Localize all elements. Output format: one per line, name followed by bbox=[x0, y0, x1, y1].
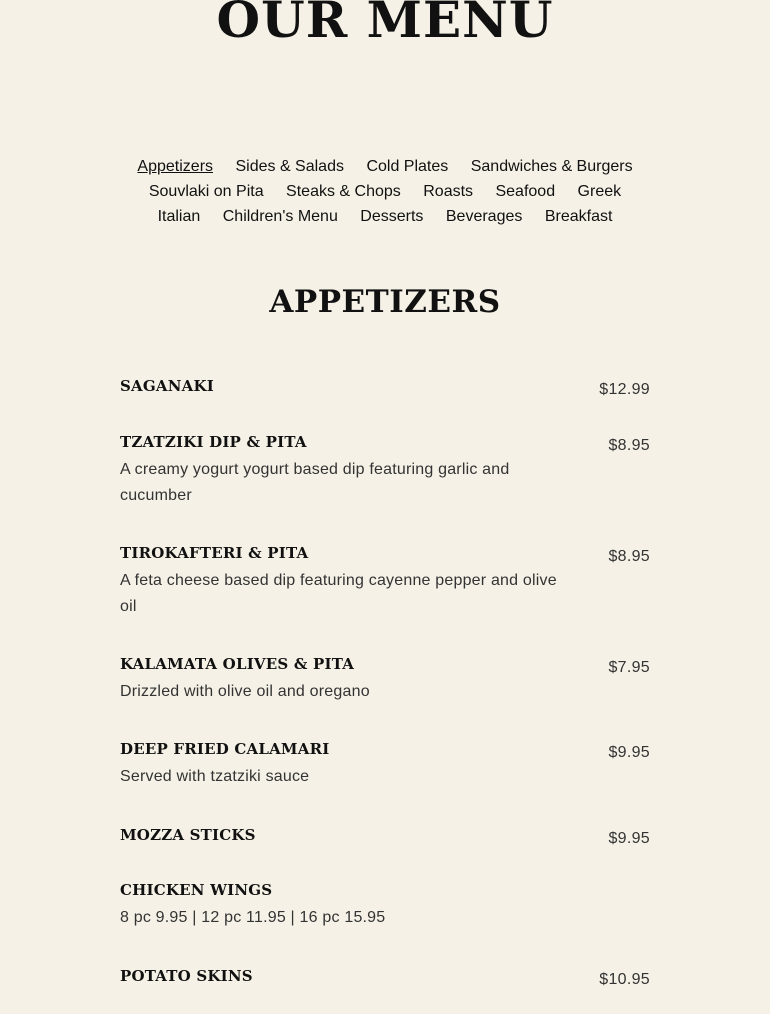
item-price: $8.95 bbox=[608, 437, 650, 454]
item-description: A creamy yogurt yogurt based dip featuring garlic and cucumber bbox=[120, 461, 510, 504]
menu-item bbox=[120, 542, 650, 653]
item-name: DEEP FRIED CALAMARI bbox=[120, 740, 330, 758]
item-price: $8.95 bbox=[608, 548, 650, 565]
category-nav bbox=[60, 154, 710, 229]
nav-link-desserts[interactable]: Desserts bbox=[360, 208, 424, 225]
nav-link-steaks-chops[interactable]: Steaks & Chops bbox=[286, 183, 401, 200]
nav-link-seafood[interactable]: Seafood bbox=[495, 183, 556, 200]
menu-list bbox=[120, 375, 650, 995]
menu-item bbox=[120, 431, 650, 542]
item-name: SAGANAKI bbox=[120, 377, 214, 395]
menu-item bbox=[120, 965, 650, 995]
item-name: KALAMATA OLIVES & PITA bbox=[120, 655, 355, 673]
item-price: $7.95 bbox=[608, 659, 650, 676]
nav-link-beverages[interactable]: Beverages bbox=[445, 208, 523, 225]
item-name: MOZZA STICKS bbox=[120, 826, 256, 844]
item-name: POTATO SKINS bbox=[120, 967, 253, 985]
item-description: Drizzled with olive oil and oregano bbox=[120, 683, 370, 700]
page-title: OUR MENU bbox=[216, 0, 554, 49]
item-description: Served with tzatziki sauce bbox=[120, 768, 310, 785]
item-name: TIROKAFTERI & PITA bbox=[120, 544, 309, 562]
nav-link-childrens-menu[interactable]: Children's Menu bbox=[222, 208, 338, 225]
item-name: CHICKEN WINGS bbox=[120, 881, 273, 899]
menu-item bbox=[120, 738, 650, 824]
nav-link-appetizers[interactable]: Appetizers bbox=[137, 158, 214, 175]
nav-link-greek[interactable]: Greek bbox=[577, 183, 622, 200]
menu-item bbox=[120, 879, 650, 965]
nav-row bbox=[60, 204, 710, 229]
item-price: $9.95 bbox=[608, 830, 650, 847]
section-title: APPETIZERS bbox=[269, 284, 501, 320]
nav-link-breakfast[interactable]: Breakfast bbox=[544, 208, 613, 225]
item-price: $9.95 bbox=[608, 744, 650, 761]
nav-row bbox=[60, 154, 710, 179]
nav-link-sandwiches-burgers[interactable]: Sandwiches & Burgers bbox=[470, 158, 633, 175]
item-price: $12.99 bbox=[599, 381, 650, 398]
item-name: TZATZIKI DIP & PITA bbox=[120, 433, 307, 451]
nav-link-roasts[interactable]: Roasts bbox=[423, 183, 474, 200]
item-description: A feta cheese based dip featuring cayenne pepper and olive oil bbox=[120, 572, 557, 615]
item-description: 8 pc 9.95 | 12 pc 11.95 | 16 pc 15.95 bbox=[120, 909, 386, 926]
nav-link-souvlaki[interactable]: Souvlaki on Pita bbox=[148, 183, 264, 200]
nav-link-sides-salads[interactable]: Sides & Salads bbox=[235, 158, 344, 175]
menu-item bbox=[120, 375, 650, 431]
nav-link-italian[interactable]: Italian bbox=[157, 208, 201, 225]
nav-row bbox=[60, 179, 710, 204]
nav-link-cold-plates[interactable]: Cold Plates bbox=[366, 158, 449, 175]
menu-item bbox=[120, 824, 650, 879]
item-price: $10.95 bbox=[599, 971, 650, 988]
menu-item bbox=[120, 653, 650, 738]
